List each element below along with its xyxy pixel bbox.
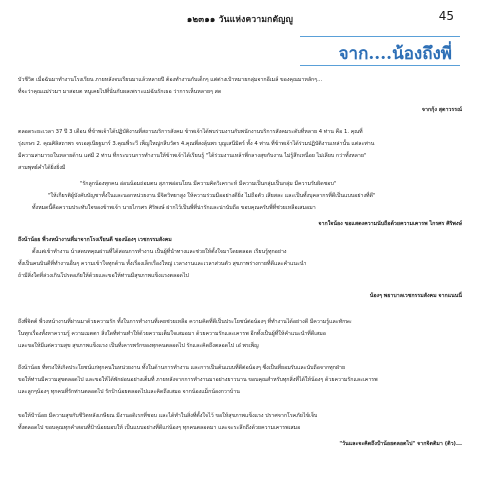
letter2-line2: รุ่งเกษร 2. คุณศิลิสถาพร จรเอสุเนียฐมาร์ 3.คุณพี่ระวี เพ็ญใหญ่กลีบวัตร 4.คุณพี่สงลุ้นพร บุญเสนีมิตร์ ทั้ง 4 ท่าน ที่ข้าพเจ้าได้ร่วมปฏิบัติงานเหล่านั้น แต่ละท่าน: [18, 141, 375, 147]
letter5-line3: และลูกๆน้องๆ ทุกคนที่รักท่านตลอดไป รักป้าน้อยตลอดไปและคิดถึงเสมอ จากน้องแม็กน้องกวาบ้าน: [18, 389, 240, 395]
letter3-line2: ทั้งเป็นคนบินดีที่ทำงานอื่นๆ ความเข้าใจทุกด้าน ทั้งเรื่องเล็กเรื่องใหญ่ เวลางานและเวลาส่วนตัว สุขภาพร่างกายที่ดีและคำแนะนำ: [18, 261, 307, 267]
section-banner: [300, 36, 460, 66]
letter1-signature: จากกุ้ง สุดาวรรณ์: [421, 107, 462, 113]
page-number: 45: [438, 9, 454, 23]
page-header-title: ๑๒๓๑๑ วันแห่งความกตัญญู: [186, 15, 294, 25]
letter5-line2: ขอให้ท่านมีความสุขตลอดไป และขอให้ได้พักผ่อนอย่างเต็มที่ ภายหลังจากการทำงานมาอย่างยาวนาน ขอบคุณสำหรับทุกสิ่งที่ได้ให้น้องๆ ด้วยความรักและเคารพ: [18, 377, 378, 383]
letter3-line1: ตั้งแต่เข้าทำงาน น้าสดบทคุณผ่านที่ได้สอนการทำงาน เป็นผู้ที่นำทางและช่วยให้ตั้งใจมาโดยตลอด เรียนรู้ทุกอย่าง: [32, 249, 287, 255]
letter1-line2: ที่จะว่าคุณแม่ร่วมฯ มาสอบต หนูเคยไปที่นั่นกับผลเพราะแม่ฉันรักเธอ ว่าการเห็นหลายๆ สด: [18, 89, 222, 95]
letter6-signature: "วันและจะคิดถึงป้าน้อยตลอดไป" จากจิตติมา (ติว)...: [339, 441, 462, 447]
section-title: จาก....น้องถึงพี่: [338, 44, 452, 64]
letter4-line3: และขอให้มีแต่ความสุข สุขภาพแข็งแรง เป็นที่เคารพรักของทุกคนตลอดไป รักและคิดถึงตลอดไป เอ๋ พรเพ็ญ: [18, 343, 259, 349]
letter5-line1: ถึงน้าน้อย ที่ทรงให้เกิดประโยชน์แก่ทุกคนในหน่วยงาน ทั้งในด้านการทำงาน และการเป็นต้นแบบที่ดีต่อน้องๆ ซึ่งเป็นที่ยอมรับและนับถือจากทุกฝ่าย: [18, 365, 346, 371]
letter3-line3: ถ้ามีสิ่งใดที่ล่วงเกินโปรดอภัยให้ด้วยและขอให้ท่านมีสุขภาพแข็งแรงตลอดไป: [18, 273, 189, 279]
letter4-line2: ในทุกเรื่องทั้งหาความรู้ ความเมตตา สิ่งใดที่ท่านทำให้ด้วยความเต็มใจเสมอมา ด้วยความรักและเคารพ อีกทั้งเป็นผู้ที่ให้คำแนะนำที่ดีเสมอ: [18, 331, 326, 337]
letter3-heading: ถึงน้าน้อย พี่วงหน้างานที่มาจากโรงเรียนดี ของน้องๆ เวชกรรมสังคม: [18, 237, 172, 243]
letter2-line3: มีความสามารถในหลายด้าน แต่มี 2 ท่าน ที่กระบวนการทำงานให้ข้าพเจ้าได้เรียนรู้ "ได้ร่วมงานเหล้าพี่กลางสุขกับงาน ไม่รู้สึกเหนื่อย ไม่เลียบ กว่าทั้งหลาย": [18, 153, 367, 159]
letter3-signature: น้องๆ พยาบาลเวชกรรมสังคม จากแนนนี่: [369, 293, 462, 299]
letter6-line2: ทั้งตลอดไป ขอบคุณทุกคำสอนที่ป้าน้อยมอบให้ เป็นแบบอย่างที่ดีแก่น้องๆ ทุกคนตลอดมา และจะระลึกถึงด้วยความเคารพเสมอ: [18, 425, 301, 431]
letter2-signature: จากใจน้อง ขอแสดงความนับถือด้วยความเคารพ ไกรศร ศิริพงษ์: [318, 221, 462, 227]
letter2-line4: สามพุทธ์คำได้ยิ่งยิ่งมี: [18, 165, 66, 171]
letter2-line5: ทั้งหมดนี้คือความประทับใจของข้าพเจ้า นายไกรศร ศิริพงษ์ ฝากไว้เป็นพี่ที่น่ารักและน่านับถือ ขอบคุณครับพี่ที่ช่วยเหลือเสมอมา: [32, 205, 316, 211]
letter1-line1: บัวชีวิต เมื่อฉันมาทำงานโรงเรียน ภายหลังจบเรียนมาแล้วหลายปี ต้องทำงานกับเด็กๆ แต่ต่างเป้าหมายกลุ่มจากอีเมล์ ของคุณมาหลักๆ...: [18, 77, 323, 83]
letter2-quote1: "รักลูกน้องทุกคน อ่อนน้อมถ่อมตน สุภาพอ่อนโยน มีความคิดวิเคราะห์ มีความเป็นกลุ่มเป็นกลุ่ม มีความรับผิดชอบ": [80, 181, 337, 187]
letter6-line1: ขอให้ป้าน้อย มีความสุขกับชีวิตหลังเกษียณ มีงานอดิเรกที่ชอบ และได้ทำในสิ่งที่ตั้งใจไว้ ขอให้สุขภาพแข็งแรง ปราศจากโรคภัยไข้เจ็บ: [18, 413, 318, 419]
letter4-line1: ถึงพี่จิตต์ พี่วงหน้างานที่ผ่านมาด้วยความรัก ทั้งในการทำงานที่เคยช่วยเหลือ ความคิดที่ดีเป็นประโยชน์ต่อน้องๆ ที่ทำงานได้อย่างดี มีความรู้และทักษะ: [18, 319, 352, 325]
letter2-quote2: "ให้เกียรติผู้บังคับบัญชาทั้งในและนอกหน่วยงาน มีจิตวิทยาสูง ให้ความร่วมมืออย่างดียิ่ง ไม่ถือตัว เสียสละ และเป็นทั้งบุคลากรที่ดีเป็นแบบอย่างที่ดี": [48, 193, 376, 199]
letter2-line1: ตลอดระยะเวลา 37 ปี 3 เดือน ที่ข้าพเจ้าได้ปฏิบัติงานที่สถานบริการสังคม ข้าพเจ้าได้พบร่วมงานกับพนักงานบริการสังคมระดับที่หลาย 4 ท่าน คือ 1. คุณที่: [18, 129, 363, 135]
